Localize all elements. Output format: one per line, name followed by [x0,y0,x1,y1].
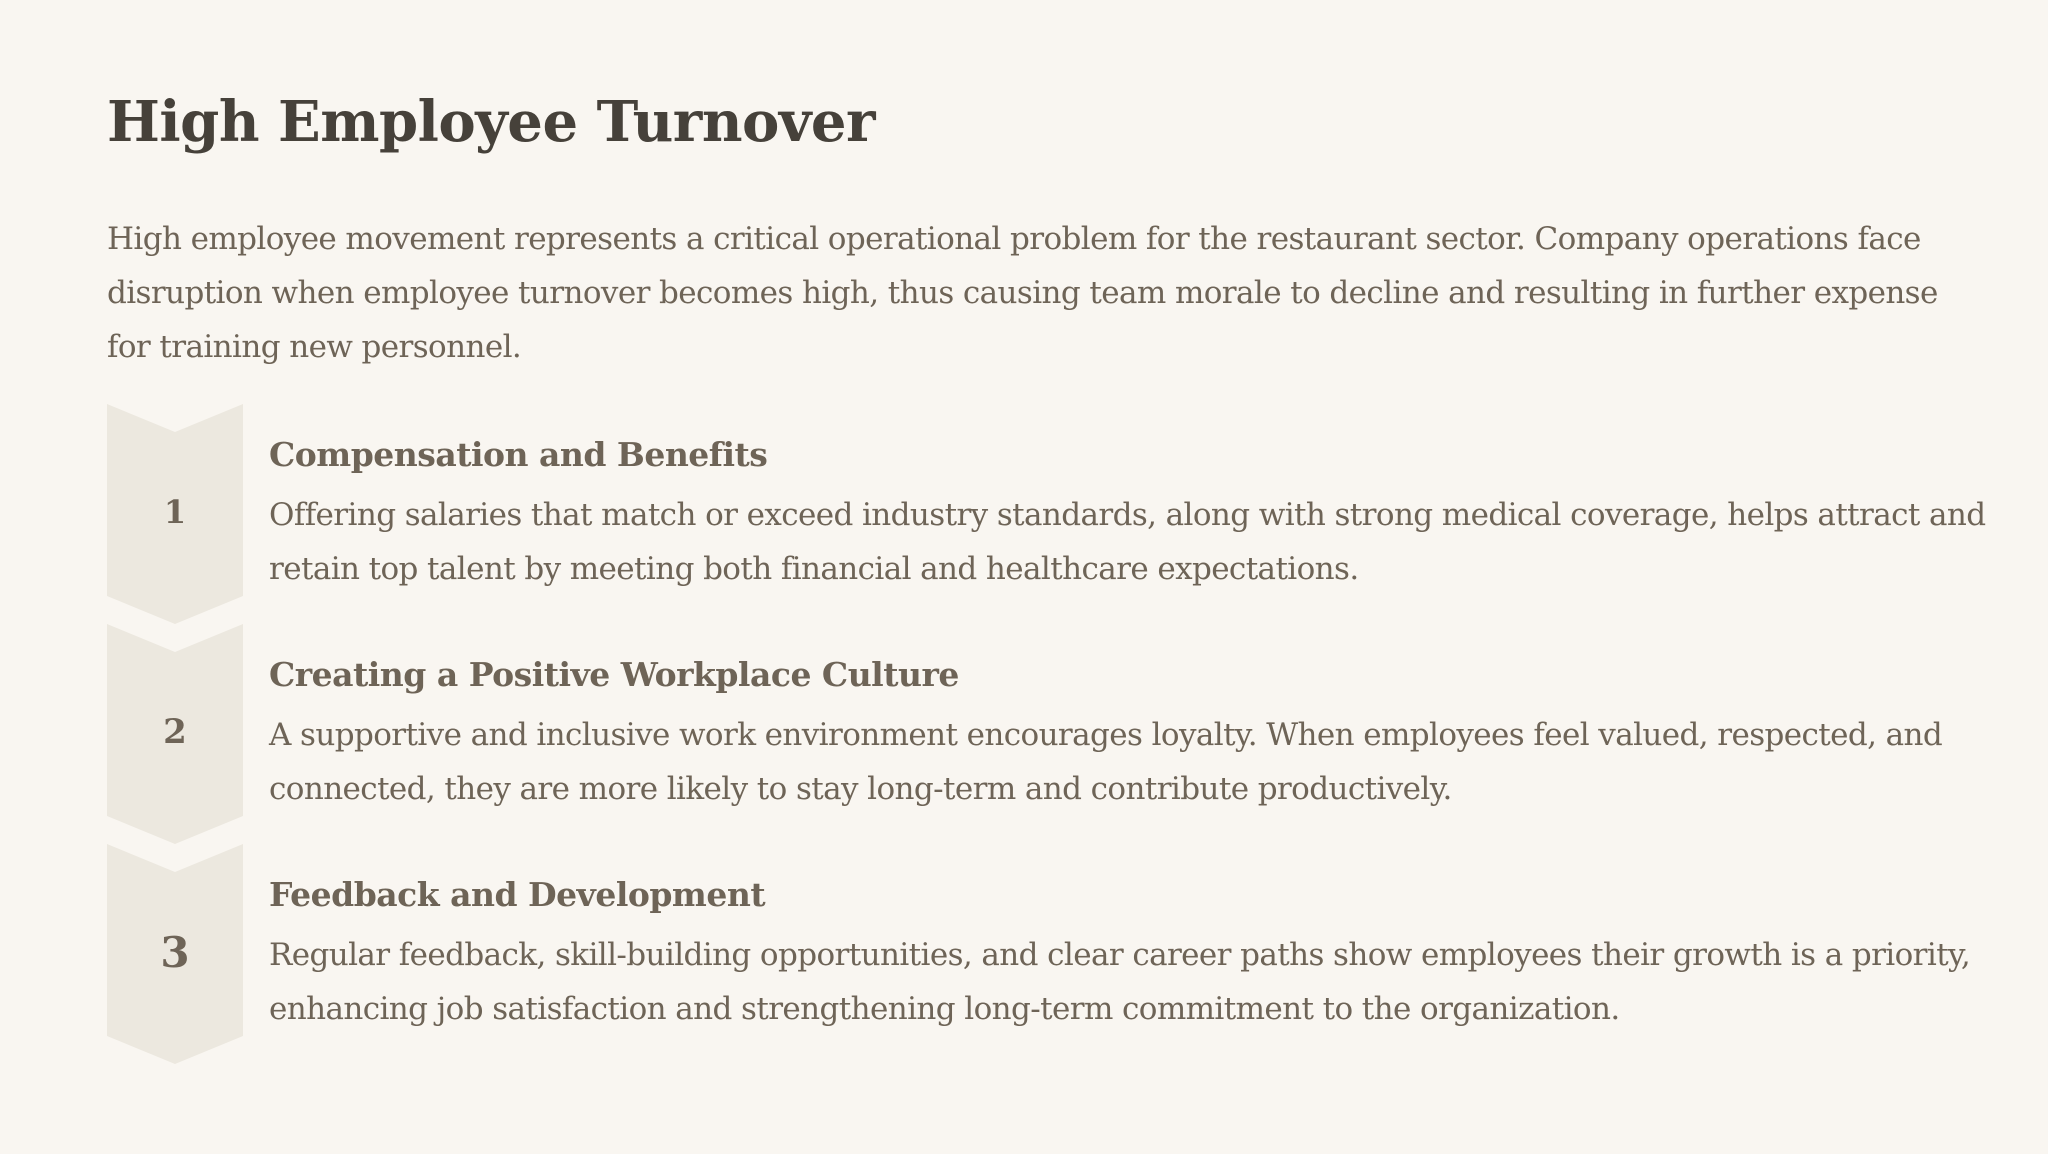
chevron-marker-3 [107,844,243,1064]
step-description: Offering salaries that match or exceed industry standards, along with strong medical coverage, helps attract and retain top talent by meeting both financial and healthcare expectations. [269,497,1986,587]
step-number: 2 [163,712,187,752]
step-number: 1 [163,493,187,531]
chevron-marker-1 [107,404,243,624]
step-title: Feedback and Development [269,875,766,914]
step-1 [107,404,1987,624]
chevron-marker-2 [107,624,243,844]
step-title: Compensation and Benefits [269,435,768,474]
step-2 [107,624,1987,844]
step-3 [107,844,1987,1064]
step-description: Regular feedback, skill-building opportunities, and clear career paths show employees their growth is a priority, enhancing job satisfaction and strengthening long-term commitment to the organization. [269,937,1971,1027]
step-description: A supportive and inclusive work environment encourages loyalty. When employees feel valued, respected, and connected, they are more likely to stay long-term and contribute productively. [269,717,1943,807]
step-title: Creating a Positive Workplace Culture [269,655,959,694]
slide-title: High Employee Turnover [107,89,876,155]
step-number: 3 [160,928,190,977]
intro-paragraph: High employee movement represents a critical operational problem for the restaurant sector. Company operations face disruption when employee turnover becomes high, thus causing team morale to decline and resulting in further expense for training new personnel. [107,221,1938,365]
